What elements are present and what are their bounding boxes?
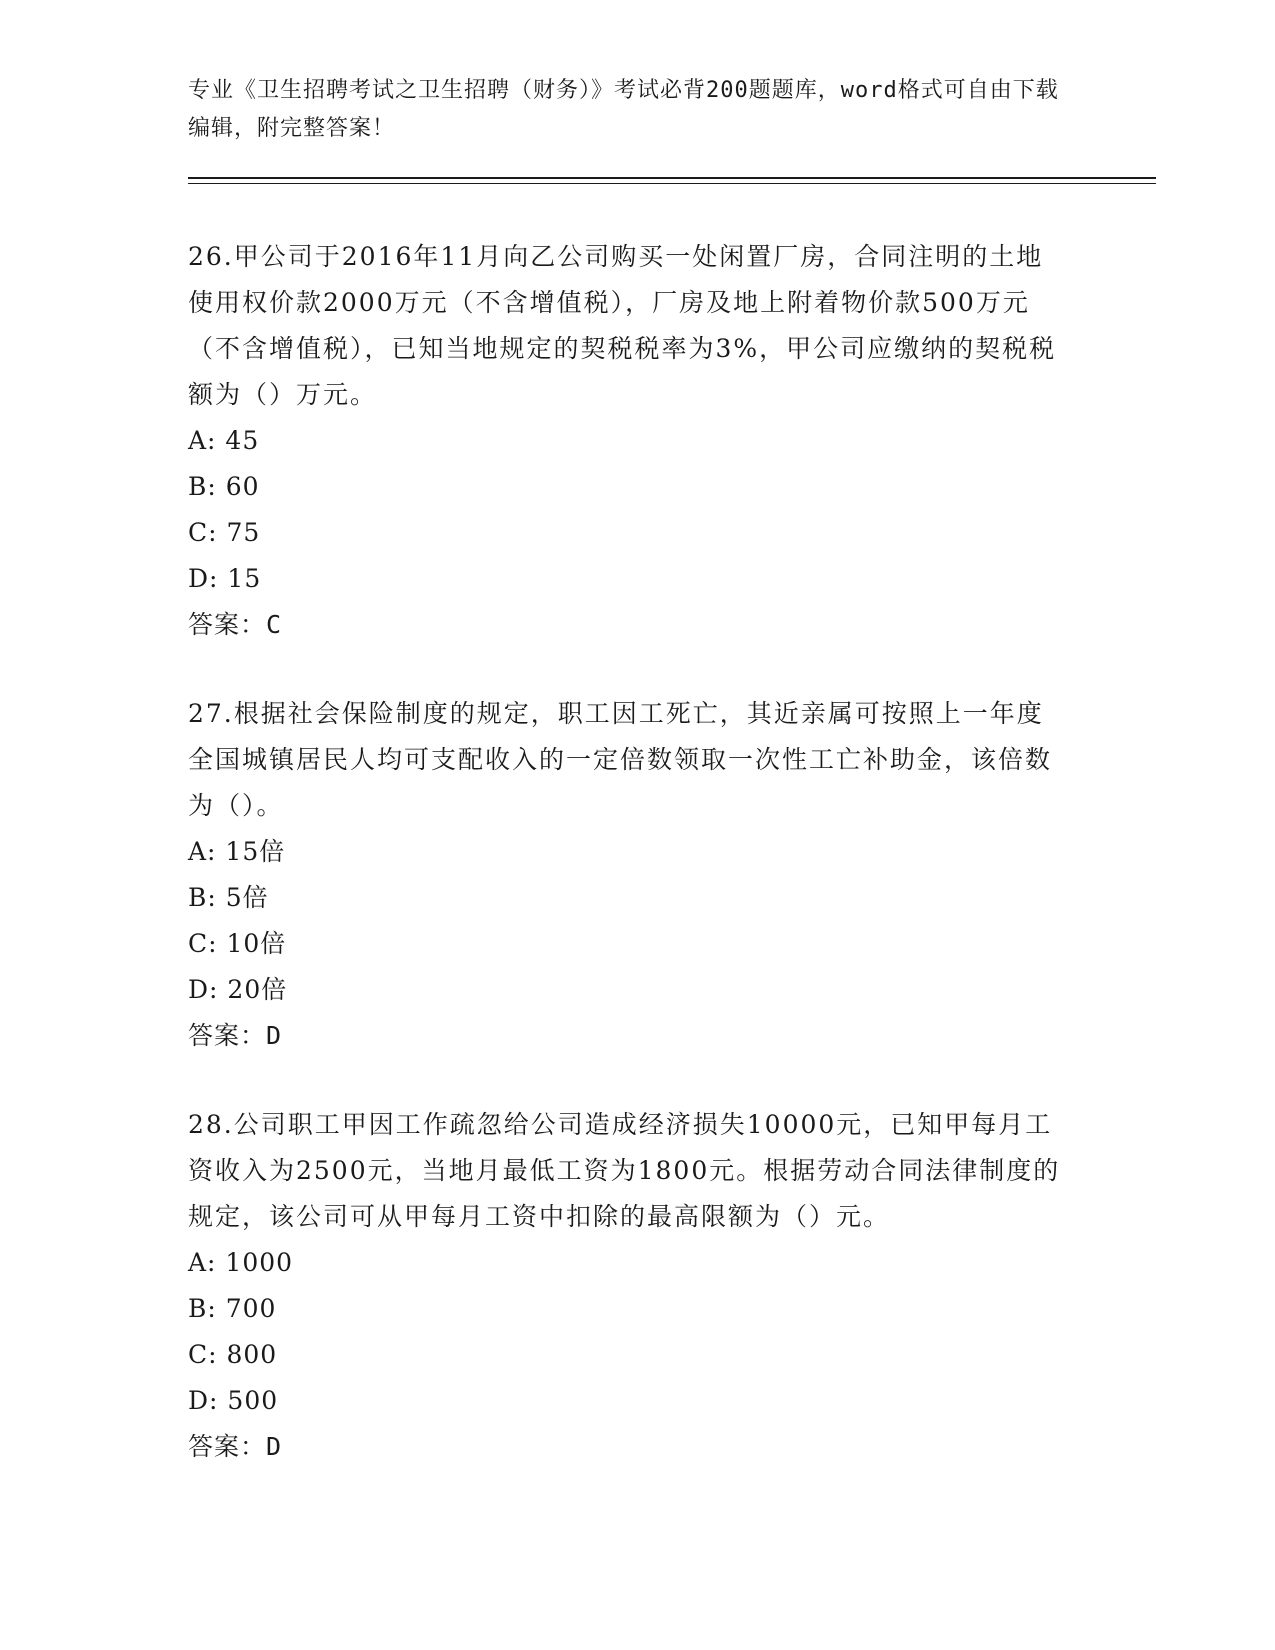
- option-b: B: 60: [188, 472, 260, 501]
- question-stem: 28.公司职工甲因工作疏忽给公司造成经济损失10000元，已知甲每月工资收入为2500元，当地月最低工资为1800元。根据劳动合同法律制度的规定，该公司可从甲每月工资中扣除的最高限额为（）元。: [188, 1110, 1061, 1231]
- answer: 答案：C: [188, 610, 283, 639]
- option-c: C: 10倍: [188, 929, 287, 958]
- option-b: B: 5倍: [188, 883, 269, 912]
- question-28: [188, 1102, 1068, 1470]
- option-b: B: 700: [188, 1294, 277, 1323]
- question-27: [188, 691, 1068, 1059]
- document-header: 专业《卫生招聘考试之卫生招聘（财务）》考试必背200题题库，word格式可自由下载编辑，附完整答案！: [188, 78, 1059, 141]
- option-a: A: 1000: [188, 1248, 294, 1277]
- option-d: D: 15: [188, 564, 262, 593]
- option-a: A: 45: [188, 426, 260, 455]
- header-divider-thin: [188, 183, 1156, 184]
- option-c: C: 800: [188, 1340, 278, 1369]
- option-d: D: 500: [188, 1386, 279, 1415]
- question-stem: 26.甲公司于2016年11月向乙公司购买一处闲置厂房，合同注明的土地使用权价款2000万元（不含增值税），厂房及地上附着物价款500万元（不含增值税），已知当地规定的契税税率为3%，甲公司应缴纳的契税税额为（）万元。: [188, 242, 1057, 409]
- answer: 答案：D: [188, 1021, 283, 1050]
- question-stem: 27.根据社会保险制度的规定，职工因工死亡，其近亲属可按照上一年度全国城镇居民人均可支配收入的一定倍数领取一次性工亡补助金，该倍数为（）。: [188, 699, 1053, 820]
- question-26: [188, 234, 1068, 648]
- header-divider-thick: [188, 177, 1156, 179]
- option-a: A: 15倍: [188, 837, 286, 866]
- answer: 答案：D: [188, 1432, 283, 1461]
- option-c: C: 75: [188, 518, 261, 547]
- option-d: D: 20倍: [188, 975, 288, 1004]
